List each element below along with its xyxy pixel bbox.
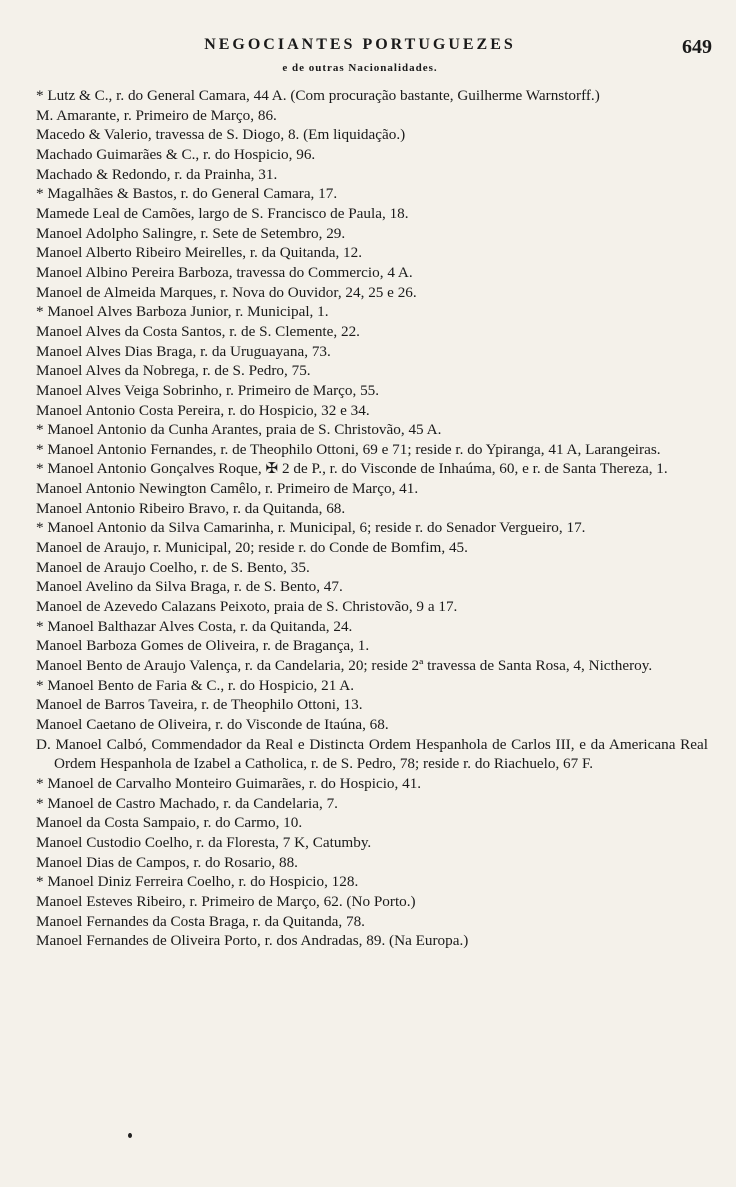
list-item: Manoel Alves da Costa Santos, r. de S. Clemente, 22. [36,322,360,340]
list-item: Manoel de Araujo, r. Municipal, 20; reside r. do Conde de Bomfim, 45. [36,539,468,557]
list-item: Manoel Alves Veiga Sobrinho, r. Primeiro de Março, 55. [36,381,380,399]
list-item: M. Amarante, r. Primeiro de Março, 86. [36,106,277,124]
list-item: Manoel Custodio Coelho, r. da Floresta, 7 K, Catumby. [36,833,372,851]
list-item: Manoel Bento de Araujo Valença, r. da Candelaria, 20; reside 2ª travessa de Santa Rosa, 4, Nictheroy. [36,657,653,675]
list-item: * Manoel Antonio Fernandes, r. de Theophilo Ottoni, 69 e 71; reside r. do Ypiranga, 41 A, Larangeiras. [36,440,661,458]
list-item: * Manoel de Carvalho Monteiro Guimarães, r. do Hospicio, 41. [36,774,422,792]
list-item: * Manoel Antonio da Cunha Arantes, praia de S. Christovão, 45 A. [36,421,442,439]
list-item: Manoel Dias de Campos, r. do Rosario, 88. [36,853,298,871]
list-item: * Magalhães & Bastos, r. do General Camara, 17. [36,185,338,203]
list-item: Manoel de Almeida Marques, r. Nova do Ouvidor, 24, 25 e 26. [36,283,417,301]
list-item: Machado Guimarães & C., r. do Hospicio, 96. [36,145,316,163]
list-item: Macedo & Valerio, travessa de S. Diogo, 8. (Em liquidação.) [36,126,406,144]
list-item: D. Manoel Calbó, Commendador da Real e Distincta Ordem Hespanhola de Carlos III, e da Americana Real Ordem Hespanhola de Izabel a Catholica, r. de S. Pedro, 78; reside r. do Riachuelo, 67 F. [36,735,708,773]
list-item: Mamede Leal de Camões, largo de S. Francisco de Paula, 18. [36,204,409,222]
list-item: Manoel Barboza Gomes de Oliveira, r. de Bragança, 1. [36,637,370,655]
list-item: Manoel Adolpho Salingre, r. Sete de Setembro, 29. [36,224,346,242]
page-title: NEGOCIANTES PORTUGUEZES [204,36,516,53]
list-item: Manoel Alberto Ribeiro Meirelles, r. da Quitanda, 12. [36,244,363,262]
list-item: Manoel Caetano de Oliveira, r. do Visconde de Itaúna, 68. [36,716,389,733]
list-item: * Manoel Antonio Gonçalves Roque, ✠ 2 de P., r. do Visconde de Inhaúma, 60, e r. de Santa Thereza, 1. [36,460,668,478]
entry-list [36,86,708,951]
list-item: * Manoel Alves Barboza Junior, r. Municipal, 1. [36,303,329,321]
page-subtitle: e de outras Nacionalidades. [282,62,438,74]
list-item: Manoel Fernandes da Costa Braga, r. da Quitanda, 78. [36,912,365,930]
list-item: * Manoel de Castro Machado, r. da Candelaria, 7. [36,794,338,812]
list-item: * Lutz & C., r. do General Camara, 44 A. (Com procuração bastante, Guilherme Warnstorff.) [36,87,600,104]
list-item: * Manoel Antonio da Silva Camarinha, r. Municipal, 6; reside r. do Senador Vergueiro, 17. [36,519,586,537]
list-item: Manoel Esteves Ribeiro, r. Primeiro de Março, 62. (No Porto.) [36,892,416,910]
list-item: Manoel de Araujo Coelho, r. de S. Bento, 35. [36,558,310,576]
list-item: Manoel da Costa Sampaio, r. do Carmo, 10. [36,814,303,832]
page-number: 649 [682,36,712,58]
list-item: Manoel de Azevedo Calazans Peixoto, praia de S. Christovão, 9 a 17. [36,598,458,616]
list-item: Manoel Albino Pereira Barboza, travessa do Commercio, 4 A. [36,263,413,281]
list-item: Manoel Avelino da Silva Braga, r. de S. Bento, 47. [36,578,343,596]
list-item: Manoel Fernandes de Oliveira Porto, r. dos Andradas, 89. (Na Europa.) [36,932,469,950]
list-item: * Manoel Balthazar Alves Costa, r. da Quitanda, 24. [36,617,353,635]
list-item: Manoel de Barros Taveira, r. de Theophilo Ottoni, 13. [36,696,363,714]
list-item: Manoel Alves da Nobrega, r. de S. Pedro, 75. [36,362,311,380]
list-item: * Manoel Diniz Ferreira Coelho, r. do Hospicio, 128. [36,873,359,891]
list-item: Machado & Redondo, r. da Prainha, 31. [36,165,278,183]
ink-dot [128,1133,132,1138]
list-item: Manoel Antonio Costa Pereira, r. do Hospicio, 32 e 34. [36,401,370,419]
list-item: Manoel Alves Dias Braga, r. da Uruguayana, 73. [36,342,331,360]
list-item: Manoel Antonio Ribeiro Bravo, r. da Quitanda, 68. [36,499,346,517]
list-item: * Manoel Bento de Faria & C., r. do Hospicio, 21 A. [36,676,355,694]
list-item: Manoel Antonio Newington Camêlo, r. Primeiro de Março, 41. [36,480,419,498]
